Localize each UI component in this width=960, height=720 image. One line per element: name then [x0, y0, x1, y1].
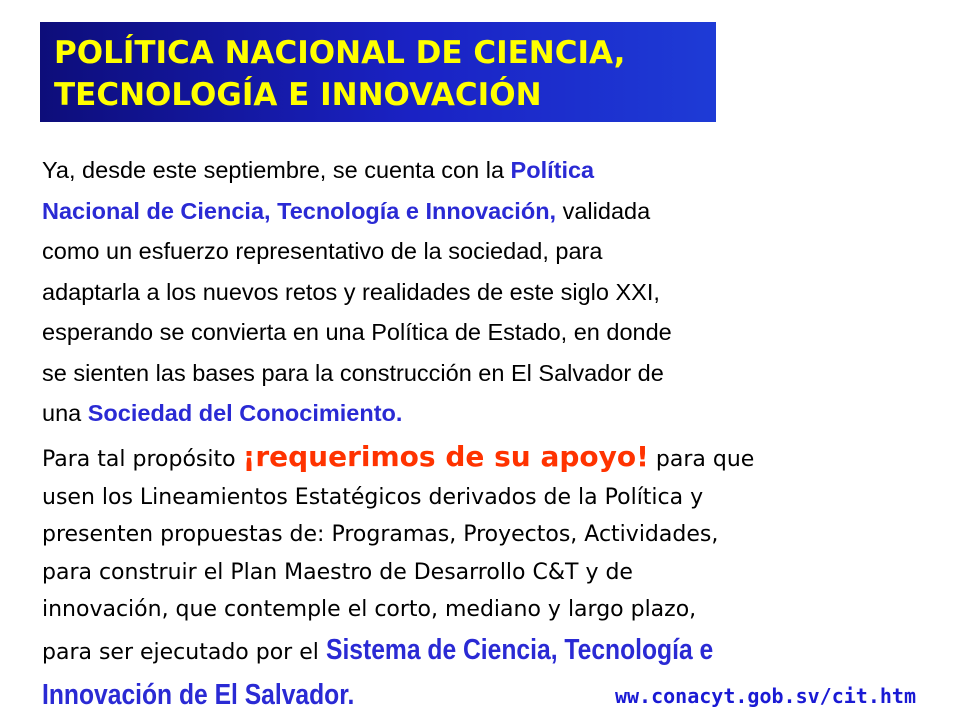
text: para ser ejecutado por el [42, 639, 326, 665]
paragraph-line: esperando se convierta en una Política de Estado, en donde [42, 319, 672, 345]
paragraph-line: innovación, que contemple el corto, mediano y largo plazo, [42, 597, 697, 622]
paragraph-line: como un esfuerzo representativo de la sociedad, para [42, 238, 603, 264]
text: Para tal propósito [42, 447, 243, 472]
website-link[interactable]: ww.conacyt.gob.sv/cit.htm [614, 684, 916, 708]
highlight-text: Nacional de Ciencia, Tecnología e Innovación, [42, 197, 557, 224]
paragraph-line [42, 393, 922, 434]
highlight-text: Innovación de El Salvador. [42, 678, 355, 711]
text: Ya, desde este septiembre, se cuenta con la [42, 157, 511, 183]
paragraph-line: adaptarla a los nuevos retos y realidades de este siglo XXI, [42, 278, 660, 305]
paragraph-line [42, 191, 922, 232]
paragraph-line: presenten propuestas de: Programas, Proyectos, Actividades, [42, 522, 719, 547]
text: validada [556, 197, 651, 224]
title-line-1: POLÍTICA NACIONAL DE CIENCIA, [54, 35, 626, 71]
paragraph-line: para construir el Plan Maestro de Desarrollo C&T y de [42, 559, 633, 585]
highlight-text: Sistema de Ciencia, Tecnología e [325, 633, 714, 666]
paragraph-policy [42, 150, 922, 434]
text: para que [648, 447, 755, 472]
paragraph-line: se sienten las bases para la construcción en El Salvador de [42, 359, 664, 386]
highlight-text: Sociedad del Conocimiento. [87, 400, 403, 426]
title-line-2: TECNOLOGÍA E INNOVACIÓN [54, 77, 542, 113]
paragraph-line: usen los Lineamientos Estatégicos derivados de la Política y [42, 484, 704, 510]
paragraph-line [42, 629, 922, 674]
highlight-text: Política [510, 157, 595, 183]
paragraph-line [42, 438, 922, 479]
title-banner [40, 22, 716, 122]
paragraph-line [42, 150, 922, 191]
paragraph-call-to-action [42, 438, 922, 719]
call-to-action-text: ¡requerimos de su apoyo! [242, 440, 649, 473]
text: una [42, 400, 88, 426]
